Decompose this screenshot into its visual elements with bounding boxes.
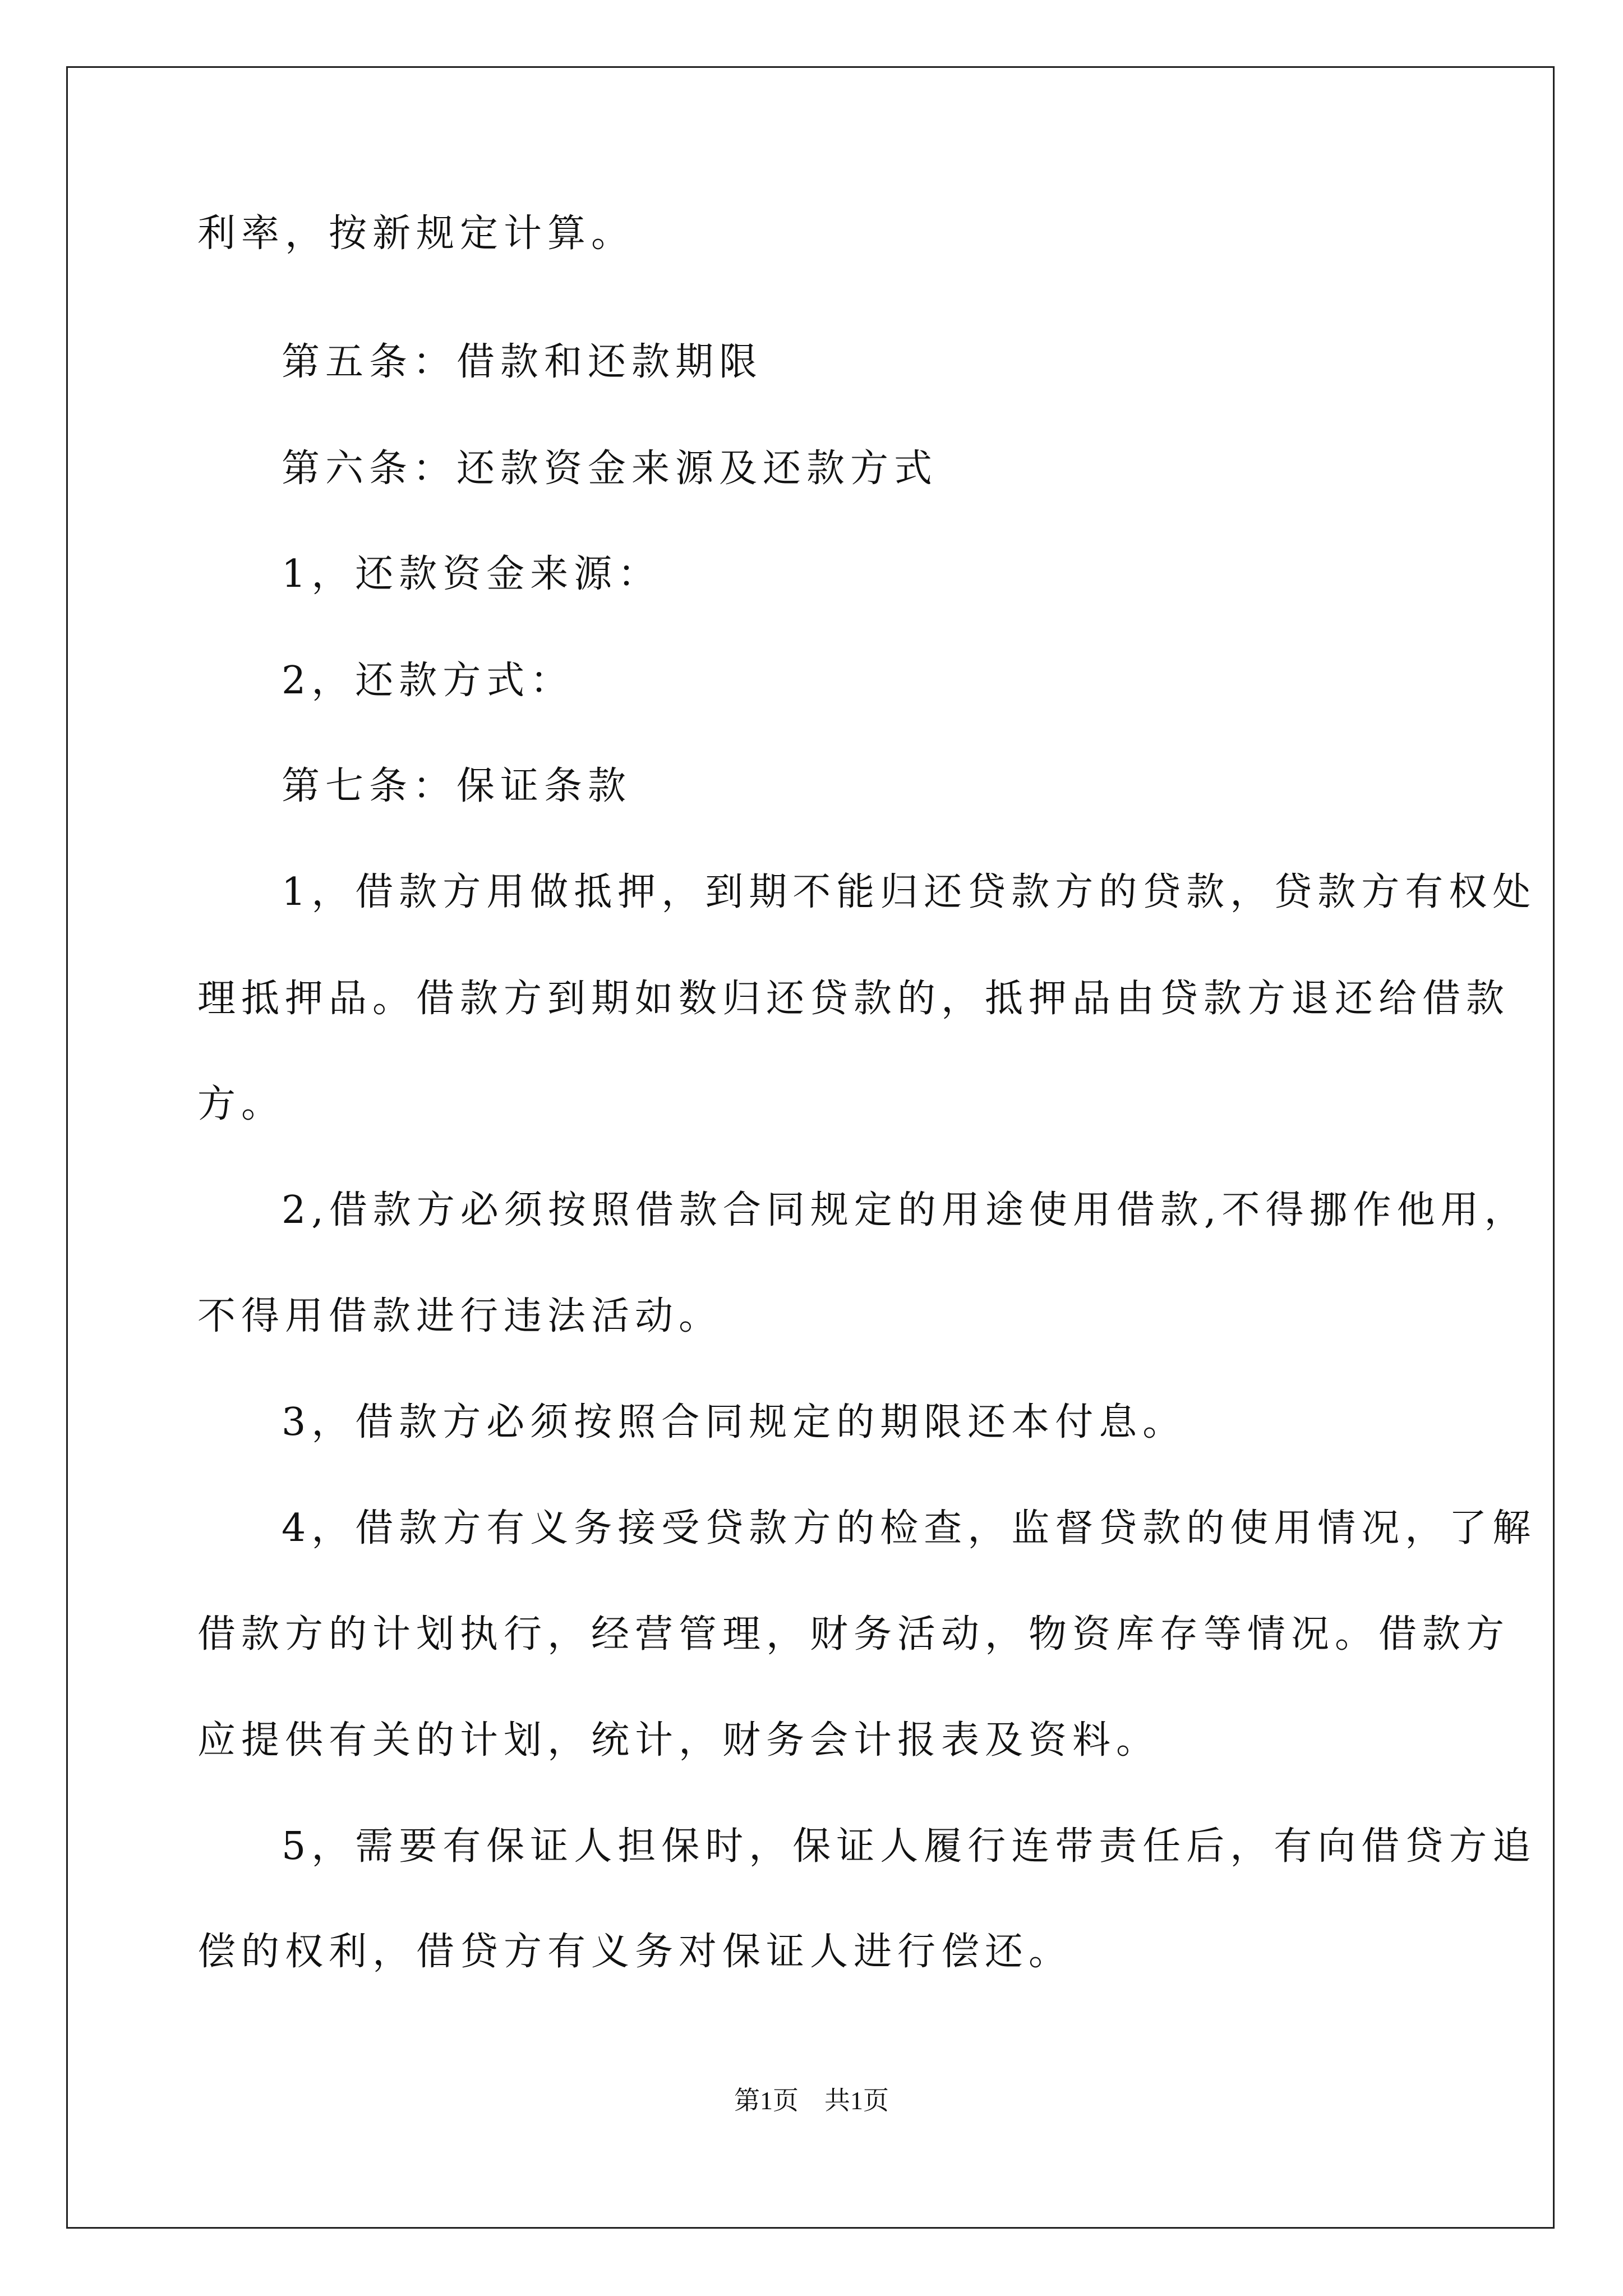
text-line: 借款方的计划执行，经营管理，财务活动，物资库存等情况。借款方 [197, 1612, 1510, 1657]
text-line: 5，需要有保证人担保时，保证人履行连带责任后，有向借贷方追 [282, 1824, 1537, 1869]
text-line: 第六条：还款资金来源及还款方式 [282, 447, 938, 491]
text-line: 方。 [197, 1082, 285, 1126]
text-line: 偿的权利，借贷方有义务对保证人进行偿还。 [197, 1930, 1073, 1974]
text-line: 1，借款方用做抵押，到期不能归还贷款方的贷款，贷款方有权处 [282, 870, 1537, 914]
text-line: 1，还款资金来源： [282, 552, 662, 596]
text-line: 2,借款方必须按照借款合同规定的用途使用借款,不得挪作他用， [282, 1188, 1528, 1232]
text-line: 第七条：保证条款 [282, 764, 632, 808]
text-line: 理抵押品。借款方到期如数归还贷款的，抵押品由贷款方退还给借款 [197, 977, 1510, 1021]
text-line: 第五条：借款和还款期限 [282, 340, 763, 384]
page-footer: 第1页 共1页 [734, 2086, 889, 2115]
text-line: 3，借款方必须按照合同规定的期限还本付息。 [282, 1400, 1187, 1444]
text-line: 应提供有关的计划，统计，财务会计报表及资料。 [197, 1718, 1160, 1763]
text-line: 4，借款方有义务接受贷款方的检查，监督贷款的使用情况，了解 [282, 1506, 1537, 1550]
text-line: 2，还款方式： [282, 659, 574, 703]
text-line: 不得用借款进行违法活动。 [197, 1294, 723, 1338]
text-line: 利率，按新规定计算。 [197, 211, 635, 256]
page-border [66, 66, 1555, 2229]
